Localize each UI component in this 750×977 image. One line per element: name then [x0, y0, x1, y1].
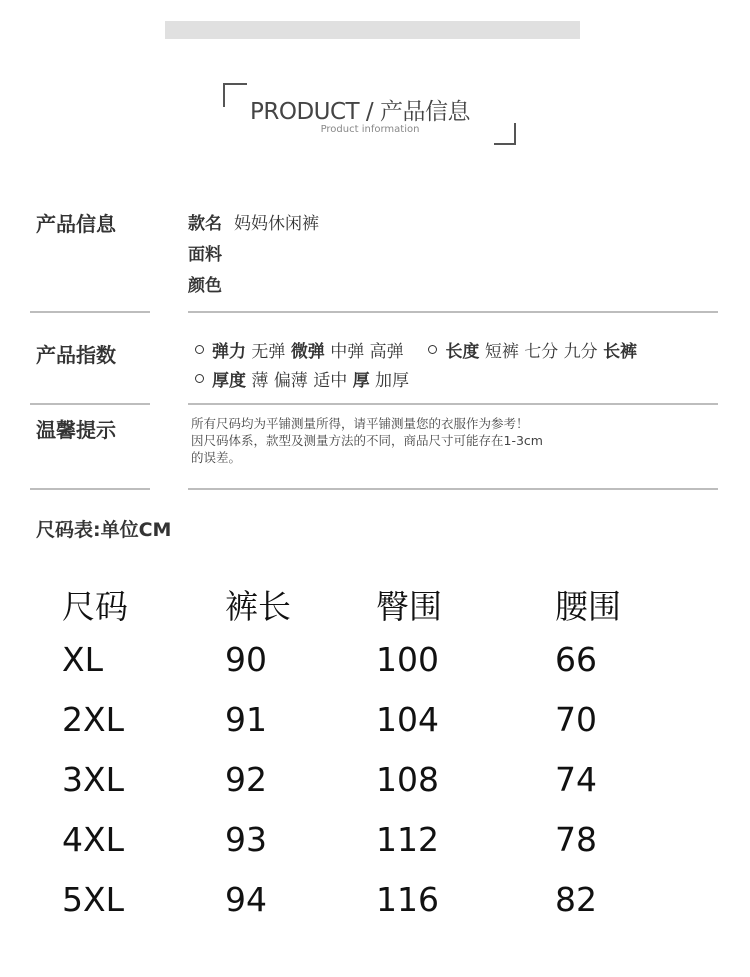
- tips-text: [191, 415, 641, 466]
- length-option: 七分: [524, 342, 559, 362]
- table-cell: 100: [376, 640, 439, 679]
- tips-line: 所有尺码均为平铺测量所得，请平铺测量您的衣服作为参考！: [191, 416, 529, 431]
- table-cell: 91: [225, 700, 267, 739]
- table-cell: 3XL: [62, 760, 124, 799]
- divider-right: [188, 488, 718, 490]
- index-row-1: [195, 337, 637, 362]
- thickness-option-selected: 厚: [352, 371, 370, 391]
- header-title: PRODUCT / 产品信息: [250, 99, 470, 125]
- table-cell: 74: [555, 760, 597, 799]
- thickness-option: 加厚: [375, 371, 410, 391]
- header-subtitle: Product information: [320, 124, 420, 135]
- info-row-color: [188, 271, 234, 296]
- elasticity-option: 中弹: [330, 342, 365, 362]
- header-corner-top-left: [223, 83, 247, 107]
- table-cell: 112: [376, 820, 439, 859]
- index-row-2: [195, 366, 409, 391]
- tips-label: 温馨提示: [36, 418, 116, 442]
- table-cell: 5XL: [62, 880, 124, 919]
- thickness-option: 适中: [313, 371, 348, 391]
- info-key: 面料: [188, 245, 222, 265]
- elasticity-option: 高弹: [369, 342, 404, 362]
- top-divider-bar: [165, 21, 580, 39]
- info-key: 颜色: [188, 276, 222, 296]
- info-row-fabric: [188, 240, 234, 265]
- thickness-option: 薄: [251, 371, 269, 391]
- table-cell: 78: [555, 820, 597, 859]
- table-cell: 104: [376, 700, 439, 739]
- divider-right: [188, 311, 718, 313]
- elasticity-option: 无弹: [251, 342, 286, 362]
- bullet-circle-icon: [428, 345, 437, 354]
- table-cell: 70: [555, 700, 597, 739]
- table-cell: 92: [225, 760, 267, 799]
- header-size: 尺码: [62, 587, 128, 626]
- table-cell: 2XL: [62, 700, 124, 739]
- table-cell: 66: [555, 640, 597, 679]
- size-table-title: 尺码表:单位CM: [36, 519, 172, 541]
- divider-left: [30, 488, 150, 490]
- length-option-selected: 长裤: [603, 342, 638, 362]
- table-cell: 82: [555, 880, 597, 919]
- table-cell: 94: [225, 880, 267, 919]
- table-cell: 4XL: [62, 820, 124, 859]
- bullet-circle-icon: [195, 345, 204, 354]
- divider-left: [30, 403, 150, 405]
- table-cell: XL: [62, 640, 103, 679]
- tips-line: 因尺码体系，款型及测量方法的不同，商品尺寸可能存在1-3cm: [191, 433, 543, 448]
- length-option: 短裤: [484, 342, 519, 362]
- thickness-option: 偏薄: [273, 371, 308, 391]
- product-index-label: 产品指数: [36, 343, 116, 367]
- length-title: 长度: [445, 342, 480, 362]
- divider-left: [30, 311, 150, 313]
- elasticity-option-selected: 微弹: [290, 342, 325, 362]
- header-hip: 臀围: [376, 587, 442, 626]
- thickness-title: 厚度: [212, 371, 246, 391]
- length-option: 九分: [563, 342, 598, 362]
- info-key: 款名: [188, 214, 222, 234]
- tips-line: 的误差。: [191, 450, 242, 465]
- divider-right: [188, 403, 718, 405]
- bullet-circle-icon: [195, 374, 204, 383]
- elasticity-title: 弹力: [212, 342, 246, 362]
- table-cell: 108: [376, 760, 439, 799]
- table-cell: 90: [225, 640, 267, 679]
- table-cell: 116: [376, 880, 439, 919]
- header-waist: 腰围: [555, 587, 621, 626]
- info-value: 妈妈休闲裤: [234, 214, 319, 234]
- table-cell: 93: [225, 820, 267, 859]
- header-length: 裤长: [225, 587, 291, 626]
- header-corner-bottom-right: [494, 123, 516, 145]
- product-info-label: 产品信息: [36, 212, 116, 236]
- info-row-style: [188, 209, 319, 234]
